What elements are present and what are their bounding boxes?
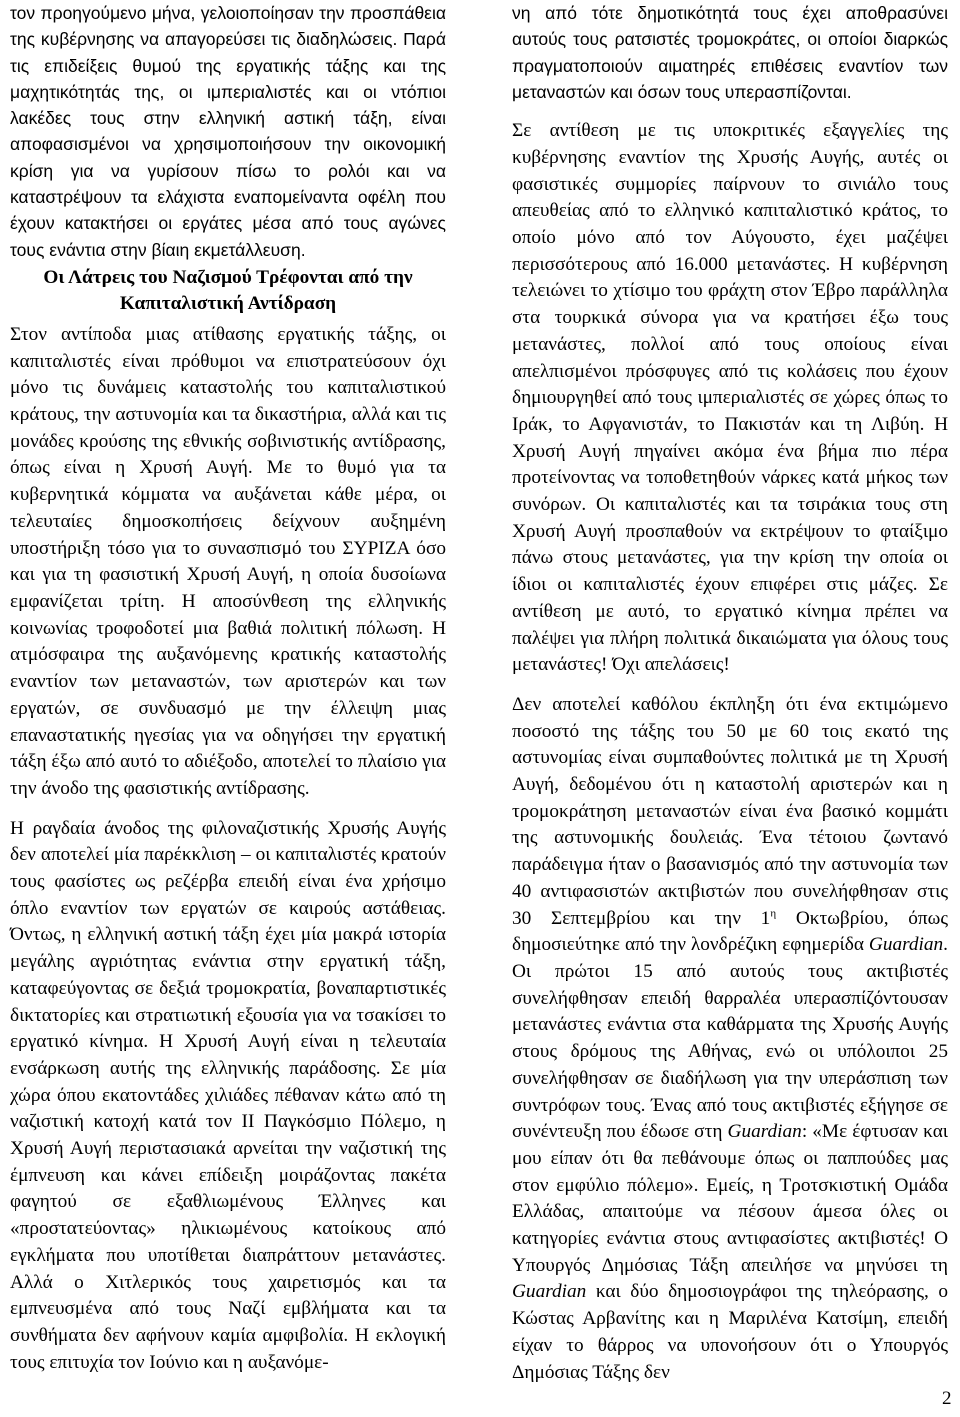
text-segment: : «Με έφτυσαν και μου είπαν ότι θα πεθάνουμε όπως οι παππούδες μας στον εμφύλιο πόλεμο». Εμείς, η Τροτσκιστική Ομάδα Ελλάδας, απαιτούμε να πέσουν άμεσα όλες οι κατηγορίες ενάντια στους αντιφασίστες ακτιβιστές! Ο Υπουργός Δημόσιας Τάξη απειλήσε να μηνύσει τη	[512, 1121, 948, 1276]
continued-paragraph: νη από τότε δημοτικότητά τους έχει αποθρασύνει αυτούς τους ρατσιστές τρομοκράτες, οι οποίοι διαρκώς πραγματοποιούν αιματηρές επιθέσεις εναντίον των μεταναστών και όσων τους υπερασπίζονται.	[512, 3, 948, 102]
body-paragraph: Στον αντίποδα μιας ατίθασης εργατικής τάξης, οι καπιταλιστές είναι πρόθυμοι να επιστρατεύσουν όχι μόνο τις δυνάμεις καταστολής του καπιταλιστικού κράτους, την αστυνομία και τα δικαστήρια, αλλά και τις μονάδες κρούσης της εθνικής σοβινιστικής αντίδρασης, όπως είναι η Χρυσή Αυγή. Με το θυμό για τα κυβερνητικά κόμματα να αυξάνεται κάθε μέρα, οι τελευταίες δημοσκοπήσεις δείχνουν αυξημένη υποστήριξη τόσο για το συνασπισμό του ΣΥΡΙΖΑ όσο και για τη φασιστική Χρυσή Αυγή, η οποία δυσοίωνα εμφανίζεται τρίτη. Η αποσύνθεση της ελληνικής κοινωνίας τροφοδοτεί μια βαθιά πολιτική πόλωση. Η ατμόσφαιρα της αυξανόμενης κρατικής καταστολής εναντίον των μεταναστών, των αριστερών και των εργατών, σε συνδυασμό με την έλλειψη μιας επαναστατικής ηγεσίας για να οδηγήσει την εργατική τάξη έξω από αυτό το αδιέξοδο, αποτελεί το πλαίσιο για την άνοδο της φασιστικής αντίδρασης.	[10, 323, 446, 799]
page-number: 2	[942, 1388, 952, 1409]
body-paragraph: Σε αντίθεση με τις υποκριτικές εξαγγελίες της κυβέρνησης εναντίον της Χρυσής Αυγής, αυτές οι φασιστικές συμμορίες παίρνουν το σινιάλο τους απευθείας από το ελληνικό καπιταλιστικό κράτος, το οποίο μόνο από τον Αύγουστο, έχει μαζέψει περισσότερους από 16.000 μετανάστες. Η κυβέρνηση τελειώνει το χτίσιμο του φράχτη στον Έβρο παράλληλα στα τουρκικά σύνορα για να κρατήσει έξω τους μετανάστες, πολλοί από τους οποίους είναι απελπισμένοι πρόσφυγες από τις κολάσεις που έχουν δημιουργηθεί από τους ιμπεριαλιστές σε χώρες όπως το Ιράκ, το Αφγανιστάν, το Πακιστάν και τη Λιβύη. Η Χρυσή Αυγή πηγαίνει ακόμα ένα βήμα πιο πέρα προτείνοντας να τοποθετηθούν νάρκες κατά μήκος των συνόρων. Οι καπιταλιστές και τα τσιράκια τους στη Χρυσή Αυγή προσπαθούν να εκτρέψουν το φταίξιμο πάνω στους μετανάστες, για την κρίση την οποία οι ίδιοι οι καπιταλιστές έχουν επιφέρει στις μάζες. Σε αντίθεση με αυτό, το εργατικό κίνημα πρέπει να παλέψει για πλήρη πολιτικά δικαιώματα για όλους τους μετανάστες! Όχι απελάσεις!	[512, 120, 948, 676]
text-segment: Οκτωβρίου, όπως δημοσιεύτηκε από την λονδρέζικη εφημερίδα	[512, 907, 948, 956]
right-column	[512, 0, 948, 1386]
newspaper-name: Guardian	[727, 1121, 802, 1143]
intro-paragraph: τον προηγούμενο μήνα, γελοιοποίησαν την προσπάθεια της κυβέρνησης να απαγορεύσει τις διαδηλώσεις. Παρά τις επιδείξεις θυμού της εργατικής τάξης και της μαχητικότητάς της, οι ιμπεριαλιστές και οι ντόπιοι λακέδες τους στην ελληνική αστική τάξη, είναι αποφασισμένοι να χρησιμοποιήσουν την οικονομική κρίση για να γυρίσουν πίσω το ρολόι και να καταστρέψουν τα ελάχιστα εναπομείναντα οφέλη που έχουν κατακτήσει οι εργάτες μέσα από τους αγώνες τους ενάντια στην βίαιη εκμετάλλευση.	[10, 3, 446, 260]
body-paragraph	[512, 692, 948, 1386]
left-column	[10, 0, 446, 1376]
text-segment: Δεν αποτελεί καθόλου έκπληξη ότι ένα εκτιμώμενο ποσοστό της τάξης του 50 με 60 τοις εκατό της αστυνομίας είναι συμπαθούντες πολιτικά με τη Χρυσή Αυγή, δεδομένου ότι η καταστολή αριστερών και η τρομοκράτηση μεταναστών είναι ένα βασικό κομμάτι της αστυνομικής δουλειάς. Ένα τέτοιου ζωντανό παράδειγμα ήταν ο βασανισμός από την αστυνομία των 40 αντιφασιστών ακτιβιστών που συνελήφθησαν στις 30 Σεπτεμβρίου και την 1	[512, 693, 948, 929]
text-segment: . Οι πρώτοι 15 από αυτούς τους ακτιβιστές συνελήφθησαν επειδή θαρραλέα υπερασπίζόντουσαν μετανάστες ενάντια στα καθάρματα της Χρυσής Αυγής στους δρόμους της Αθήνας, ενώ οι υπόλοιποι 25 συνελήφθησαν σε διαδήλωση για την υπεράσπιση των συντρόφων τους. Ένας από τους ακτιβιστές εξήγησε σε συνέντευξη που έδωσε στη	[512, 934, 948, 1143]
newspaper-name: Guardian	[868, 934, 944, 956]
body-paragraph: Η ραγδαία άνοδος της φιλοναζιστικής Χρυσής Αυγής δεν αποτελεί μία παρέκκλιση – οι καπιταλιστές κρατούν τους φασίστες ως ρεζέρβα επειδή είναι ένα χρήσιμο όπλο εναντίον των εργατών σε καιρούς αστάθειας. Όντως, η ελληνική αστική τάξη έχει μία μακρά ιστορία μεγάλης αγριότητας ενάντια στην εργατική τάξη, καταφεύγοντας σε δεξιά τρομοκρατία, βοναπαρτιστικές δικτατορίες και στρατιωτική εξουσία για να τσακίσει το εργατικό κίνημα. Η Χρυσή Αυγή είναι η τελευταία ενσάρκωση αυτής της ελληνικής παράδοσης. Σε μία χώρα όπου εκατοντάδες χιλιάδες πέθαναν κάτω από τη ναζιστική κατοχή κατά τον ΙΙ Παγκόσμιο Πόλεμο, η Χρυσή Αυγή περιστασιακά αρνείται την ναζιστική της έμπνευση και κάνει επίδειξη μοιράζοντας πακέτα φαγητού σε εξαθλιωμένους Έλληνες και «προστατεύοντας» ηλικιωμένους κατοίκους από εγκλήματα που υποτίθεται διαπράττουν μετανάστες. Αλλά ο Χιτλερικός τους χαιρετισμός και τα εμπνευσμένα από τους Ναζί εμβλήματα και τα συνθήματα δεν αφήνουν καμία αμφιβολία. Η εκλογική τους επιτυχία τον Ιούνιο και η αυξανόμε-	[10, 817, 446, 1373]
text-segment: και δύο δημοσιογράφοι της τηλεόρασης, ο Κώστας Αρβανίτης και η Μαριλένα Κατσίμη, επειδή είχαν το θάρρος να υπονοήσουν ότι ο Υπουργός Δημόσιας Τάξης δεν	[512, 1281, 948, 1383]
newspaper-name: Guardian	[512, 1281, 587, 1303]
section-heading: Οι Λάτρεις του Ναζισμού Τρέφονται από την Καπιταλιστική Αντίδραση	[43, 266, 413, 315]
ordinal-superscript: η	[770, 907, 777, 920]
